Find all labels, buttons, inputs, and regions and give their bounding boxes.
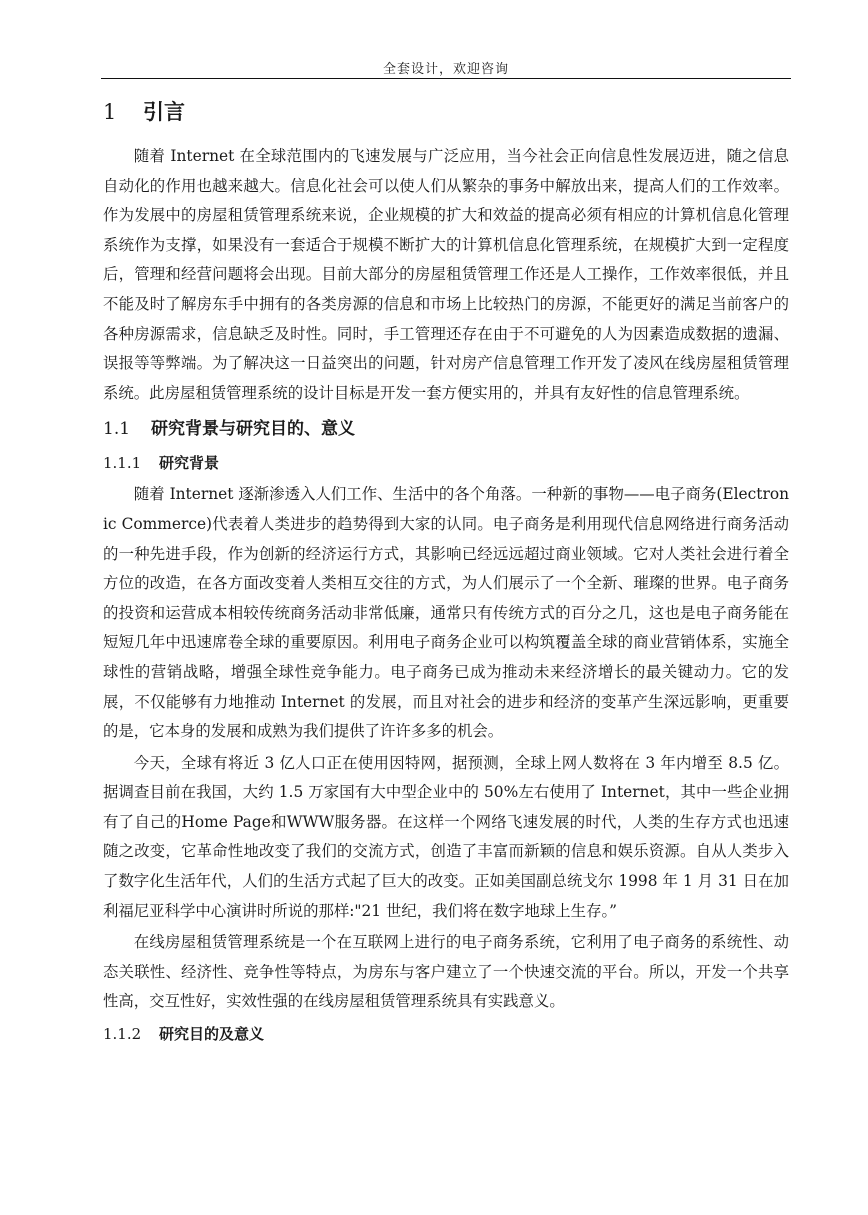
section-heading-1-1 (103, 414, 789, 444)
section-heading-1-1-1 (103, 448, 789, 478)
section-heading-1 (103, 96, 789, 128)
section-title: 引言 (143, 99, 185, 124)
background-paragraph-2: 今天，全球有将近 3 亿人口正在使用因特网，据预测，全球上网人数将在 3 年内增至 8.5 亿。据调查目前在我国，大约 1.5 万家国有大中型企业中的 50%左右使用了 Internet，其中一些企业拥有了自己的Home Page和WWW服务器。在这样一个网络飞速发展的时代，人类的生存方式也迅速随之改变，它革命性地改变了我们的交流方式，创造了丰富而新颖的信息和娱乐资源。自从人类步入了数字化生活年代，人们的生活方式起了巨大的改变。正如美国副总统戈尔 1998 年 1 月 31 日在加利福尼亚科学中心演讲时所说的那样:"21 世纪，我们将在数字地球上生存。” (103, 753, 789, 920)
background-paragraph-1: 随着 Internet 逐渐渗透入人们工作、生活中的各个角落。一种新的事物——电子商务(Electronic Commerce)代表着人类进步的趋势得到大家的认同。电子商务是利用现代信息网络进行商务活动的一种先进手段，作为创新的经济运行方式，其影响已经远远超过商业领域。它对人类社会进行着全方位的改造，在各方面改变着人类相互交往的方式，为人们展示了一个全新、璀璨的世界。电子商务的投资和运营成本相较传统商务活动非常低廉，通常只有传统方式的百分之几，这也是电子商务能在短短几年中迅速席卷全球的重要原因。利用电子商务企业可以构筑覆盖全球的商业营销体系，实施全球性的营销战略，增强全球性竞争能力。电子商务已成为推动未来经济增长的最关键动力。它的发展，不仅能够有力地推动 Internet 的发展，而且对社会的进步和经济的变革产生深远影响，更重要的是，它本身的发展和成熟为我们提供了许许多多的机会。 (103, 485, 789, 741)
section-heading-1-1-2 (103, 1019, 789, 1049)
section-title: 研究背景 (159, 454, 220, 473)
background-paragraph-3: 在线房屋租赁管理系统是一个在互联网上进行的电子商务系统，它利用了电子商务的系统性、动态关联性、经济性、竞争性等特点，为房东与客户建立了一个快速交流的平台。所以，开发一个共享性高，交互性好，实效性强的在线房屋租赁管理系统具有实践意义。 (103, 933, 789, 1011)
section-title: 研究背景与研究目的、意义 (151, 419, 355, 440)
page-content (103, 96, 789, 1051)
section-number: 1 (103, 100, 117, 124)
section-number: 1.1 (103, 419, 131, 440)
running-header: 全套设计，欢迎咨询 (382, 62, 509, 77)
intro-paragraph: 随着 Internet 在全球范围内的飞速发展与广泛应用，当今社会正向信息性发展迈进，随之信息自动化的作用也越来越大。信息化社会可以使人们从繁杂的事务中解放出来，提高人们的工作效率。作为发展中的房屋租赁管理系统来说，企业规模的扩大和效益的提高必须有相应的计算机信息化管理系统作为支撑，如果没有一套适合于规模不断扩大的计算机信息化管理系统，在规模扩大到一定程度后，管理和经营问题将会出现。目前大部分的房屋租赁管理工作还是人工操作，工作效率很低，并且不能及时了解房东手中拥有的各类房源的信息和市场上比较热门的房源，不能更好的满足当前客户的各种房源需求，信息缺乏及时性。同时，手工管理还存在由于不可避免的人为因素造成数据的遗漏、误报等等弊端。为了解决这一日益突出的问题，针对房产信息管理工作开发了凌风在线房屋租赁管理系统。此房屋租赁管理系统的设计目标是开发一套方便实用的，并具有友好性的信息管理系统。 (103, 147, 789, 402)
section-number: 1.1.2 (103, 1025, 142, 1044)
header-rule (101, 78, 791, 79)
section-number: 1.1.1 (103, 454, 142, 473)
section-title: 研究目的及意义 (159, 1025, 265, 1044)
